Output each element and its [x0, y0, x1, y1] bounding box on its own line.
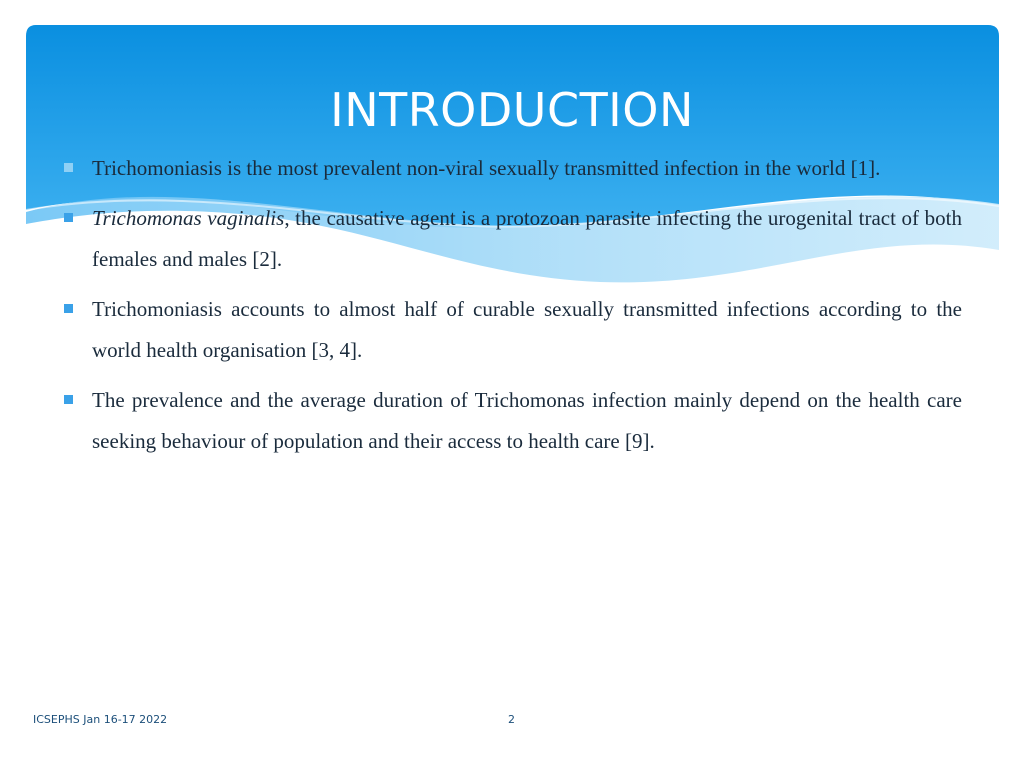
- slide-title: INTRODUCTION: [330, 83, 694, 137]
- bullet-text: The prevalence and the average duration of Trichomonas infection mainly depend on the health care seeking behaviour of population and their access to health care [9].: [92, 388, 962, 453]
- square-bullet-icon: [64, 395, 73, 404]
- square-bullet-icon: [64, 163, 73, 172]
- square-bullet-icon: [64, 213, 73, 222]
- bullet-text: Trichomoniasis is the most prevalent non-viral sexually transmitted infection in the world [1].: [92, 156, 881, 180]
- bullet-text: , the causative agent is a protozoan parasite infecting the urogenital tract of both females and males [2].: [92, 206, 962, 271]
- footer-conference: ICSEPHS Jan 16-17 2022: [33, 713, 168, 726]
- bullet-text: Trichomoniasis accounts to almost half of curable sexually transmitted infections according to the world health organisation [3, 4].: [92, 297, 962, 362]
- list-item: [62, 198, 962, 280]
- list-item: [62, 380, 962, 462]
- page-number: 2: [508, 713, 515, 726]
- bullet-italic-term: Trichomonas vaginalis: [92, 206, 285, 230]
- square-bullet-icon: [64, 304, 73, 313]
- list-item: [62, 148, 962, 189]
- bullet-list: [62, 148, 962, 471]
- list-item: [62, 289, 962, 371]
